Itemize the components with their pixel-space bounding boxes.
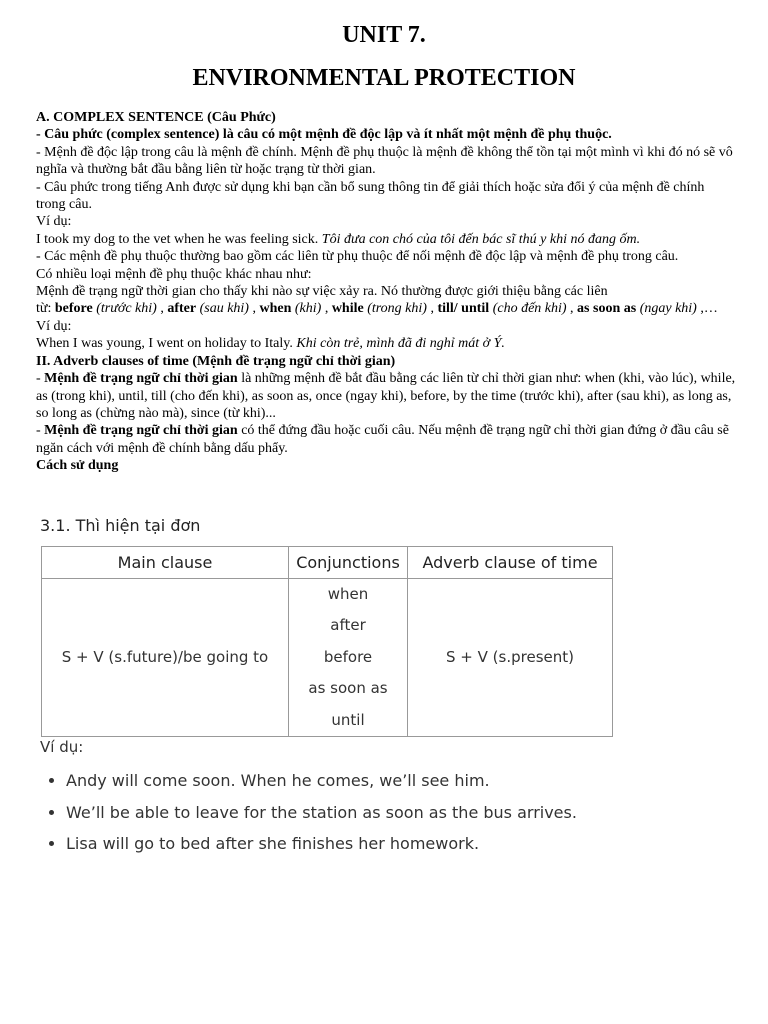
example-label: Ví dụ: (36, 214, 72, 230)
unit-subtitle: ENVIRONMENTAL PROTECTION (192, 65, 576, 91)
present-simple-heading: 3.1. Thì hiện tại đơn (40, 516, 201, 535)
grammar-table (41, 546, 613, 737)
unit-title: UNIT 7. (342, 22, 426, 48)
main-clause-cell: S + V (s.future)/be going to (42, 579, 289, 737)
header-adverb-clause: Adverb clause of time (408, 547, 613, 579)
adverb-clause-position: - Mệnh đề trạng ngữ chỉ thời gian có thể đứng đầu hoặc cuối câu. Nếu mệnh đề trạng ngữ chỉ thời gian đứng ở đầu câu sẽ ngăn cách với mệnh đề chính bằng dấu phẩy. (36, 423, 729, 456)
list-item: • Andy will come soon. When he comes, we’ll see him. (66, 765, 577, 797)
header-main-clause: Main clause (42, 547, 289, 579)
table-header-row (42, 547, 613, 579)
independent-clause-note: - Mệnh đề độc lập trong câu là mệnh đề chính. Mệnh đề phụ thuộc là mệnh đề không thể tồn tại một mình vì khi đó nó sẽ vô nghĩa và thường bắt đầu bằng liên từ hoặc trạng từ thời gian. (36, 144, 733, 178)
conjunction-when: when (327, 585, 369, 603)
conjunctions-cell (289, 579, 408, 737)
header-conjunctions: Conjunctions (289, 547, 408, 579)
example-sentence-2: When I was young, I went on holiday to Italy. Khi còn trẻ, mình đã đi nghỉ mát ở Ý. (36, 336, 505, 352)
table-row (42, 579, 613, 737)
conjunction-until: until (331, 710, 365, 729)
example-list (48, 765, 577, 860)
clause-types-intro: Có nhiều loại mệnh đề phụ thuộc khác nhau như: (36, 266, 312, 282)
usage-heading: Cách sử dụng (36, 458, 119, 474)
conjunction-list: từ: before (trước khi) , after (sau khi) , when (khi) , while (trong khi) , till/ until (cho đến khi) , as soon as (ngay khi) ,… (36, 301, 718, 317)
section-a-heading: A. COMPLEX SENTENCE (Câu Phức) (36, 110, 276, 125)
adverb-clause-cell: S + V (s.present) (408, 579, 613, 737)
time-clause-intro: Mệnh đề trạng ngữ thời gian cho thấy khi nào sự việc xảy ra. Nó thường được giới thiệu bằng các liên (36, 284, 608, 300)
lesson-body (36, 109, 736, 475)
example-sentence: I took my dog to the vet when he was feeling sick. Tôi đưa con chó của tôi đến bác sĩ thú y khi nó đang ốm. (36, 231, 641, 247)
conjunction-after: after (330, 616, 366, 635)
conjunction-before: before (323, 647, 373, 666)
list-item: • Lisa will go to bed after she finishes her homework. (66, 828, 577, 860)
list-item: • We’ll be able to leave for the station as soon as the bus arrives. (66, 797, 577, 829)
section-ii-heading: II. Adverb clauses of time (Mệnh đề trạng ngữ chỉ thời gian) (36, 353, 396, 369)
complex-sentence-usage: - Câu phức trong tiếng Anh được sử dụng khi bạn cần bổ sung thông tin để giải thích hoặc sửa đổi ý của mệnh đề chính trong câu. (36, 179, 705, 213)
subordinate-clause-note: - Các mệnh đề phụ thuộc thường bao gồm các liên từ phụ thuộc để nối mệnh đề độc lập và mệnh đề phụ trong câu. (36, 249, 679, 265)
example-label-3: Ví dụ: (40, 738, 84, 756)
conjunction-as-soon-as: as soon as (308, 679, 388, 698)
complex-sentence-definition: - Câu phức (complex sentence) là câu có một mệnh đề độc lập và ít nhất một mệnh đề phụ thuộc. (36, 127, 612, 143)
adverb-clause-definition: - Mệnh đề trạng ngữ chỉ thời gian là những mệnh đề bắt đầu bằng các liên từ chỉ thời gian như: when (khi, vào lúc), while, as (trong khi), until, till (cho đến khi), as soon as, once (ngay khi), before, by the time (trước khi), after (sau khi), as long as, so long as (chừng nào mà), since (từ khi)... (36, 371, 736, 421)
example-label-2: Ví dụ: (36, 318, 72, 334)
